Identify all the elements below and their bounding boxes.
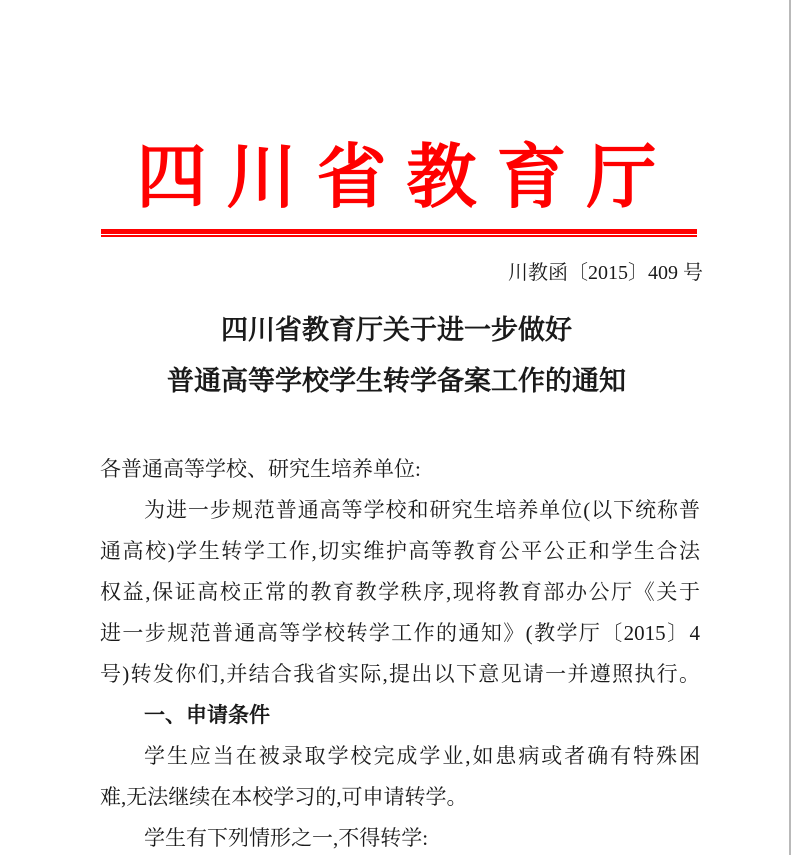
body-line: 学生有下列情形之一,不得转学: (144, 826, 429, 850)
letterhead-separator-line (101, 229, 697, 237)
body-line: 权益,保证高校正常的教育教学秩序,现将教育部办公厅《关于 (100, 580, 700, 604)
document-body (100, 449, 700, 855)
body-section-heading: 一、申请条件 (144, 704, 270, 727)
body-line-salutation: 各普通高等学校、研究生培养单位: (100, 457, 421, 481)
body-line: 难,无法继续在本校学习的,可申请转学。 (100, 785, 468, 809)
document-title-line2: 普通高等学校学生转学备案工作的通知 (167, 366, 626, 396)
letterhead-agency-name: 四川省教育厅 (136, 140, 677, 217)
body-line: 通高校)学生转学工作,切实维护高等教育公平公正和学生合法 (100, 539, 700, 563)
body-line: 学生应当在被录取学校完成学业,如患病或者确有特殊困 (144, 744, 700, 768)
document-title-line1: 四川省教育厅关于进一步做好 (221, 315, 572, 345)
body-line: 进一步规范普通高等学校转学工作的通知》(教学厅〔2015〕4 (100, 621, 700, 645)
document-number: 川教函〔2015〕409 号 (508, 262, 703, 284)
body-line: 为进一步规范普通高等学校和研究生培养单位(以下统称普 (144, 498, 700, 522)
body-line: 号)转发你们,并结合我省实际,提出以下意见请一并遵照执行。 (100, 662, 700, 686)
page-edge-line (789, 0, 791, 855)
